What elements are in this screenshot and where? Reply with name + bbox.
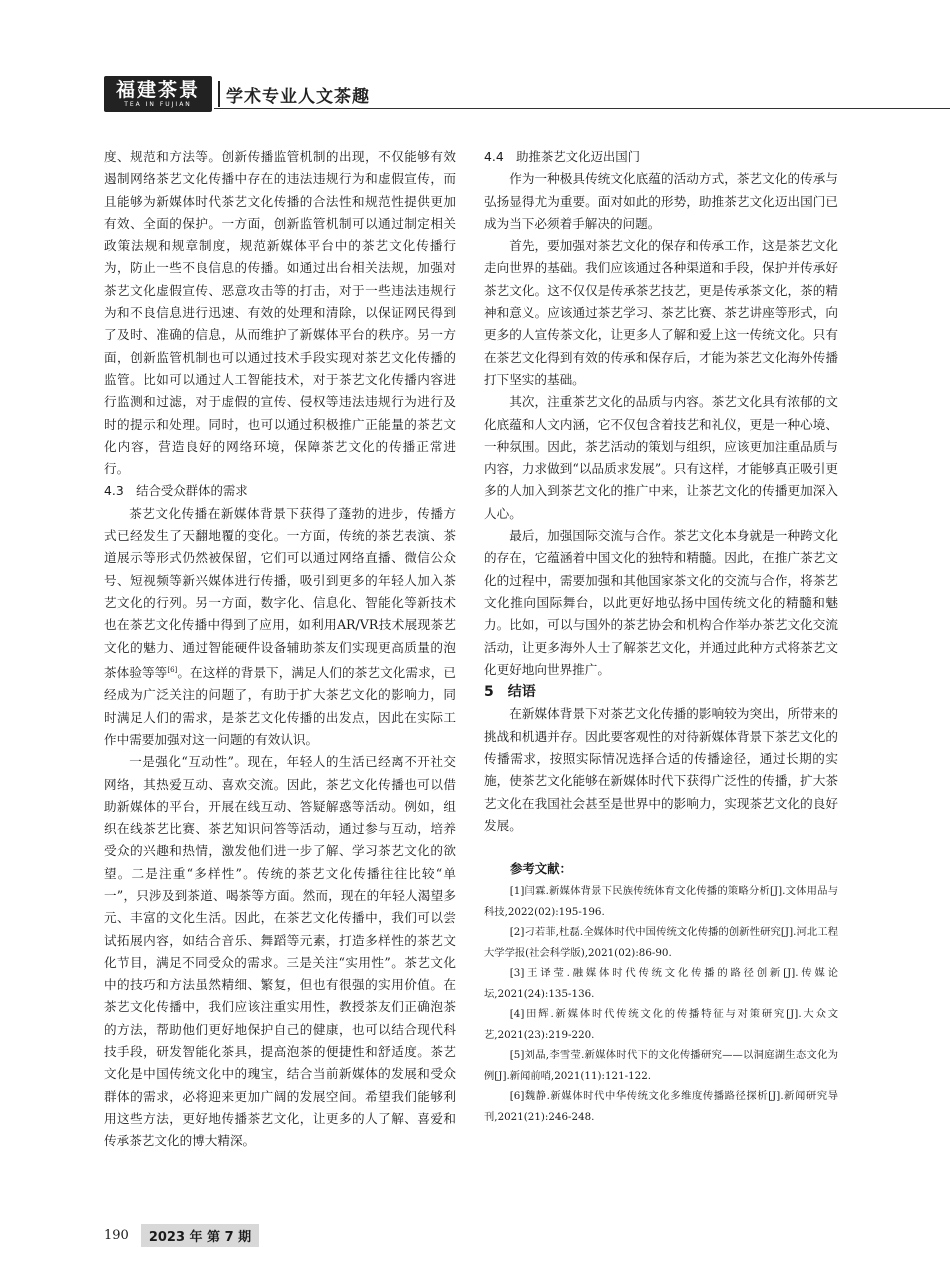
citation-mark: [6] xyxy=(167,665,178,674)
right-column xyxy=(484,146,838,1127)
reference-item: [2]刁若菲,杜磊.全媒体时代中国传统文化传播的创新性研究[J].河北工程大学学报(社会科学版),2021(02):86-90. xyxy=(484,926,838,959)
logo-chinese: 福建茶景 xyxy=(115,79,200,101)
references-title: 参考文献： xyxy=(510,861,572,877)
paragraph: 一是强化“互动性”。现在，年轻人的生活已经离不开社交网络，其热爱互动、喜欢交流。因此，茶艺文化传播也可以借助新媒体的平台，开展在线互动、答疑解惑等活动。例如，组织在线茶艺比赛、茶艺知识问答等活动，通过参与互动，培养受众的兴趣和热情，激发他们进一步了解、学习茶艺文化的欲望。二是注重“多样性”。传统的茶艺文化传播往往比较“单一”，只涉及到茶道、喝茶等方面。然而，现在的年轻人渴望多元、丰富的文化生活。因此，在茶艺文化传播中，我们可以尝试拓展内容，如结合音乐、舞蹈等元素，打造多样性的茶艺文化节目，满足不同受众的需求。三是关注“实用性”。茶艺文化中的技巧和方法虽然精细、繁复，但也有很强的实用价值。在茶艺文化传播中，我们应该注重实用性，教授茶友们正确泡茶的方法，帮助他们更好地保护自己的健康，也可以结合现代科技手段，研发智能化茶具，提高泡茶的便捷性和舒适度。茶艺文化是中国传统文化中的瑰宝，结合当前新媒体的发展和受众群体的需求，必将迎来更加广阔的发展空间。希望我们能够利用这些方法，更好地传播茶艺文化，让更多的人了解、喜爱和传承茶艺文化的博大精深。 xyxy=(104,754,456,1149)
reference-item: [3]王译莹.融媒体时代传统文化传播的路径创新[J].传媒论坛,2021(24):135-136. xyxy=(484,967,838,1000)
reference-item: [6]魏静.新媒体时代中华传统文化多维度传播路径探析[J].新闻研究导刊,2021(21):246-248. xyxy=(484,1090,838,1123)
paragraph: 最后，加强国际交流与合作。茶艺文化本身就是一种跨文化的存在，它蕴涵着中国文化的独特和精髓。因此，在推广茶艺文化的过程中，需要加强和其他国家茶文化的交流与合作，将茶艺文化推向国际舞台，以此更好地弘扬中国传统文化的精髓和魅力。比如，可以与国外的茶艺协会和机构合作举办茶艺文化交流活动，让更多海外人士了解茶艺文化，并通过此种方式将茶艺文化更好地向世界推广。 xyxy=(484,528,838,677)
paragraph: 度、规范和方法等。创新传播监管机制的出现，不仅能够有效遏制网络茶艺文化传播中存在的违法违规行为和虚假宣传，而且能够为新媒体时代茶艺文化传播的合法性和规范性提供更加有效、全面的保护。一方面，创新监管机制可以通过制定相关政策法规和规章制度，规范新媒体平台中的茶艺文化传播行为，防止一些不良信息的传播。如通过出台相关法规，加强对茶艺文化虚假宣传、恶意攻击等的打击，对于一些违法违规行为和不良信息进行迅速、有效的处理和清除，以保证网民得到了及时、准确的信息，从而维护了新媒体平台的秩序。另一方面，创新监管机制也可以通过技术手段实现对茶艺文化传播的监管。比如可以通过人工智能技术，对于茶艺文化传播内容进行监测和过滤，对于虚假的宣传、侵权等违法违规行为进行及时的提示和处理。同时，也可以通过积极推广正能量的茶艺文化内容，营造良好的网络环境，保障茶艺文化的传播正常进行。 xyxy=(104,149,456,477)
header-title: 学术专业人文茶趣 xyxy=(226,86,370,107)
logo-english: TEA IN FUJIAN xyxy=(124,101,192,108)
section-heading-4-3: 4.3 结合受众群体的需求 xyxy=(104,483,248,499)
header-divider xyxy=(218,81,220,107)
paragraph-text: 。在这样的背景下，满足人们的茶艺文化需求，已经成为广泛关注的问题了，有助于扩大茶艺文化的影响力，同时满足人们的需求，是茶艺文化传播的出发点，因此在实际工作中需要加强对这一问题的有效认识。 xyxy=(104,665,457,747)
page-number: 190 xyxy=(104,1228,129,1243)
left-column xyxy=(104,146,456,1153)
page-footer xyxy=(104,1224,259,1247)
section-heading-4-4: 4.4 助推茶艺文化迈出国门 xyxy=(484,149,641,164)
section-heading-5: 5 结语 xyxy=(484,684,536,701)
header-rule xyxy=(214,108,950,109)
paragraph: 作为一种极具传统文化底蕴的活动方式，茶艺文化的传承与弘扬显得尤为重要。面对如此的形势，助推茶艺文化迈出国门已成为当下必须着手解决的问题。 xyxy=(484,171,838,231)
journal-logo xyxy=(104,76,212,112)
paragraph xyxy=(104,503,456,751)
paragraph: 其次，注重茶艺文化的品质与内容。茶艺文化具有浓郁的文化底蕴和人文内涵，它不仅包含着技艺和礼仪，更是一种心境、一种氛围。因此，茶艺活动的策划与组织，应该更加注重品质与内容，力求做到“以品质求发展”。只有这样，才能够真正吸引更多的人加入到茶艺文化的推广中来，让茶艺文化的传播更加深入人心。 xyxy=(484,394,838,521)
reference-item: [4]田辉.新媒体时代传统文化的传播特征与对策研究[J].大众文艺,2021(23):219-220. xyxy=(484,1008,838,1041)
paragraph-text: 茶艺文化传播在新媒体背景下获得了蓬勃的进步，传播方式已经发生了天翻地覆的变化。一方面，传统的茶艺表演、茶道展示等形式仍然被保留，它们可以通过网络直播、微信公众号、短视频等新兴媒体进行传播，吸引到更多的年轻人加入茶艺文化的行列。另一方面，数字化、信息化、智能化等新技术也在茶艺文化传播中得到了应用，如利用AR/VR技术展现茶艺文化的魅力、通过智能硬件设备辅助茶友们实现更高质量的泡茶体验等等 xyxy=(104,505,456,681)
reference-item: [1]闫霖.新媒体背景下民族传统体育文化传播的策略分析[J].文体用品与科技,2022(02):195-196. xyxy=(484,885,838,918)
paragraph: 首先，要加强对茶艺文化的保存和传承工作，这是茶艺文化走向世界的基础。我们应该通过各种渠道和手段，保护并传承好茶艺文化。这不仅仅是传承茶艺技艺，更是传承茶文化，茶的精神和意义。应该通过茶艺学习、茶艺比赛、茶艺讲座等形式，向更多的人宣传茶文化，让更多人了解和爱上这一传统文化。只有在茶艺文化得到有效的传承和保存后，才能为茶艺文化海外传播打下坚实的基础。 xyxy=(484,238,838,387)
paragraph: 在新媒体背景下对茶艺文化传播的影响较为突出，所带来的挑战和机遇并存。因此要客观性的对待新媒体背景下茶艺文化的传播需求，按照实际情况选择合适的传播途径，通过长期的实施，使茶艺文化能够在新媒体时代下获得广泛性的传播，扩大茶艺文化在我国社会甚至是世界中的影响力，实现茶艺文化的良好发展。 xyxy=(484,706,838,833)
reference-item: [5]刘晶,李雪莹.新媒体时代下的文化传播研究——以洞庭湖生态文化为例[J].新闻前哨,2021(11):121-122. xyxy=(484,1049,838,1082)
issue-label: 2023 年 第 7 期 xyxy=(141,1224,259,1247)
